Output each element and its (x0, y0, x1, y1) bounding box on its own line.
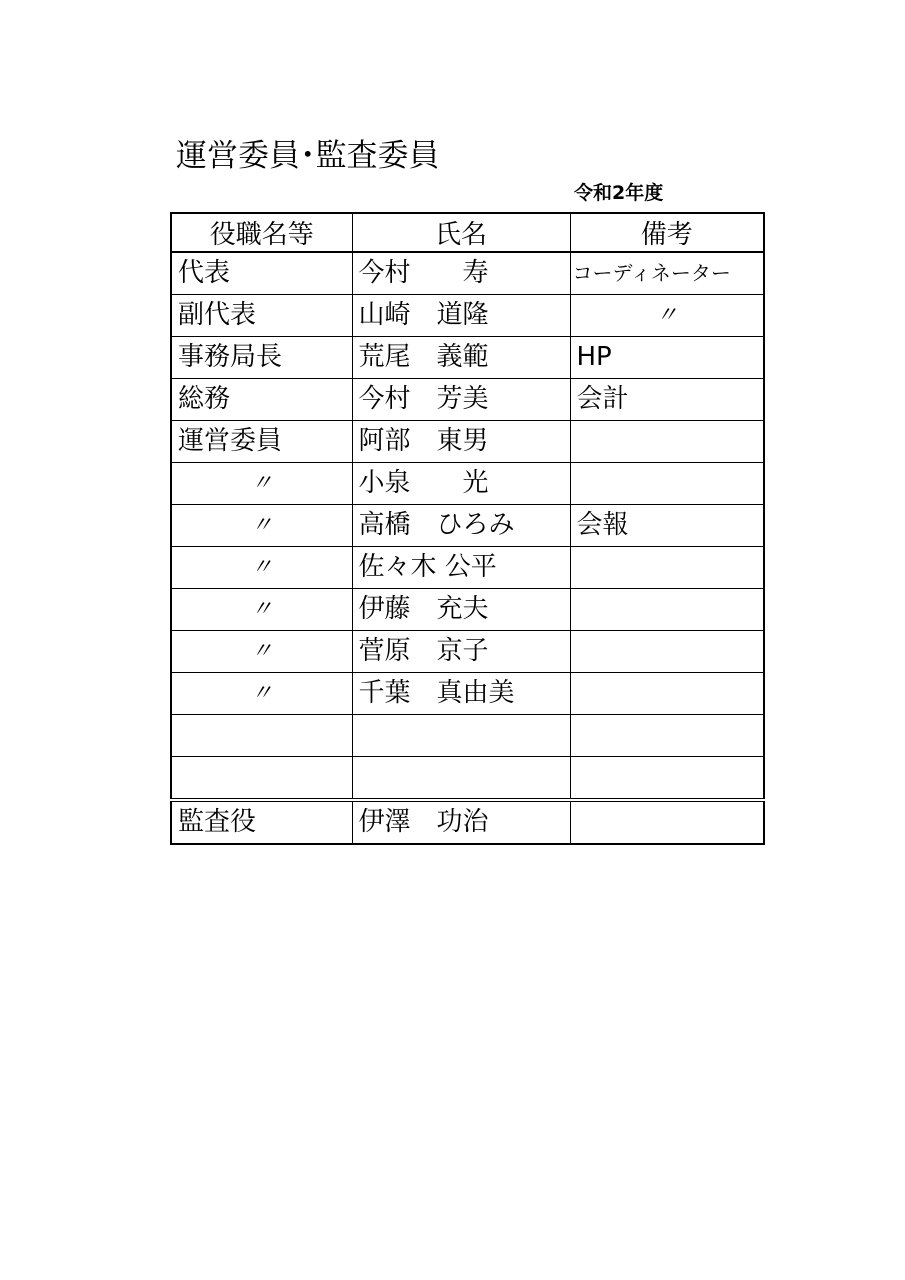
name-cell: 菅原 京子 (352, 631, 570, 673)
table-row (171, 379, 764, 421)
column-header-role: 役職名等 (171, 213, 352, 252)
role-cell (171, 715, 352, 757)
role-cell: 〃 (171, 547, 352, 589)
role-cell: 代表 (171, 252, 352, 295)
role-cell: 〃 (171, 505, 352, 547)
name-cell: 今村 寿 (352, 252, 570, 295)
note-cell (570, 757, 764, 801)
note-cell (570, 589, 764, 631)
role-cell: 副代表 (171, 295, 352, 337)
auditor-row (171, 800, 764, 844)
note-cell: 会計 (570, 379, 764, 421)
note-cell (570, 673, 764, 715)
column-header-note: 備考 (570, 213, 764, 252)
note-cell (570, 715, 764, 757)
note-cell: 〃 (570, 295, 764, 337)
note-cell: コーディネーター (570, 252, 764, 295)
name-cell: 小泉 光 (352, 463, 570, 505)
role-cell (171, 757, 352, 801)
table-row (171, 673, 764, 715)
table-row (171, 631, 764, 673)
name-cell: 伊澤 功治 (352, 800, 570, 844)
name-cell (352, 715, 570, 757)
role-cell: 事務局長 (171, 337, 352, 379)
name-cell: 山崎 道隆 (352, 295, 570, 337)
name-cell: 阿部 東男 (352, 421, 570, 463)
table-row (171, 463, 764, 505)
role-cell: 運営委員 (171, 421, 352, 463)
role-cell: 〃 (171, 589, 352, 631)
table-row (171, 547, 764, 589)
note-cell (570, 631, 764, 673)
table-row (171, 589, 764, 631)
name-cell: 伊藤 充夫 (352, 589, 570, 631)
note-cell (570, 421, 764, 463)
role-cell: 〃 (171, 463, 352, 505)
name-cell (352, 757, 570, 801)
table-row (171, 252, 764, 295)
fiscal-year-label: 令和2年度 (574, 182, 664, 204)
table-row (171, 421, 764, 463)
table-row-empty (171, 715, 764, 757)
table-row (171, 505, 764, 547)
table-row (171, 295, 764, 337)
name-cell: 千葉 真由美 (352, 673, 570, 715)
name-cell: 佐々木 公平 (352, 547, 570, 589)
name-cell: 荒尾 義範 (352, 337, 570, 379)
note-cell (570, 547, 764, 589)
table-row-empty (171, 757, 764, 801)
page-title: 運営委員･監査委員 (176, 138, 440, 174)
note-cell: 会報 (570, 505, 764, 547)
note-cell (570, 463, 764, 505)
table-row (171, 337, 764, 379)
note-cell (570, 800, 764, 844)
role-cell: 総務 (171, 379, 352, 421)
role-cell: 〃 (171, 673, 352, 715)
role-cell: 監査役 (171, 800, 352, 844)
note-cell: HP (570, 337, 764, 379)
name-cell: 高橋 ひろみ (352, 505, 570, 547)
table-header-row (171, 213, 764, 252)
role-cell: 〃 (171, 631, 352, 673)
name-cell: 今村 芳美 (352, 379, 570, 421)
column-header-name: 氏名 (352, 213, 570, 252)
committee-roster-table (170, 212, 765, 845)
